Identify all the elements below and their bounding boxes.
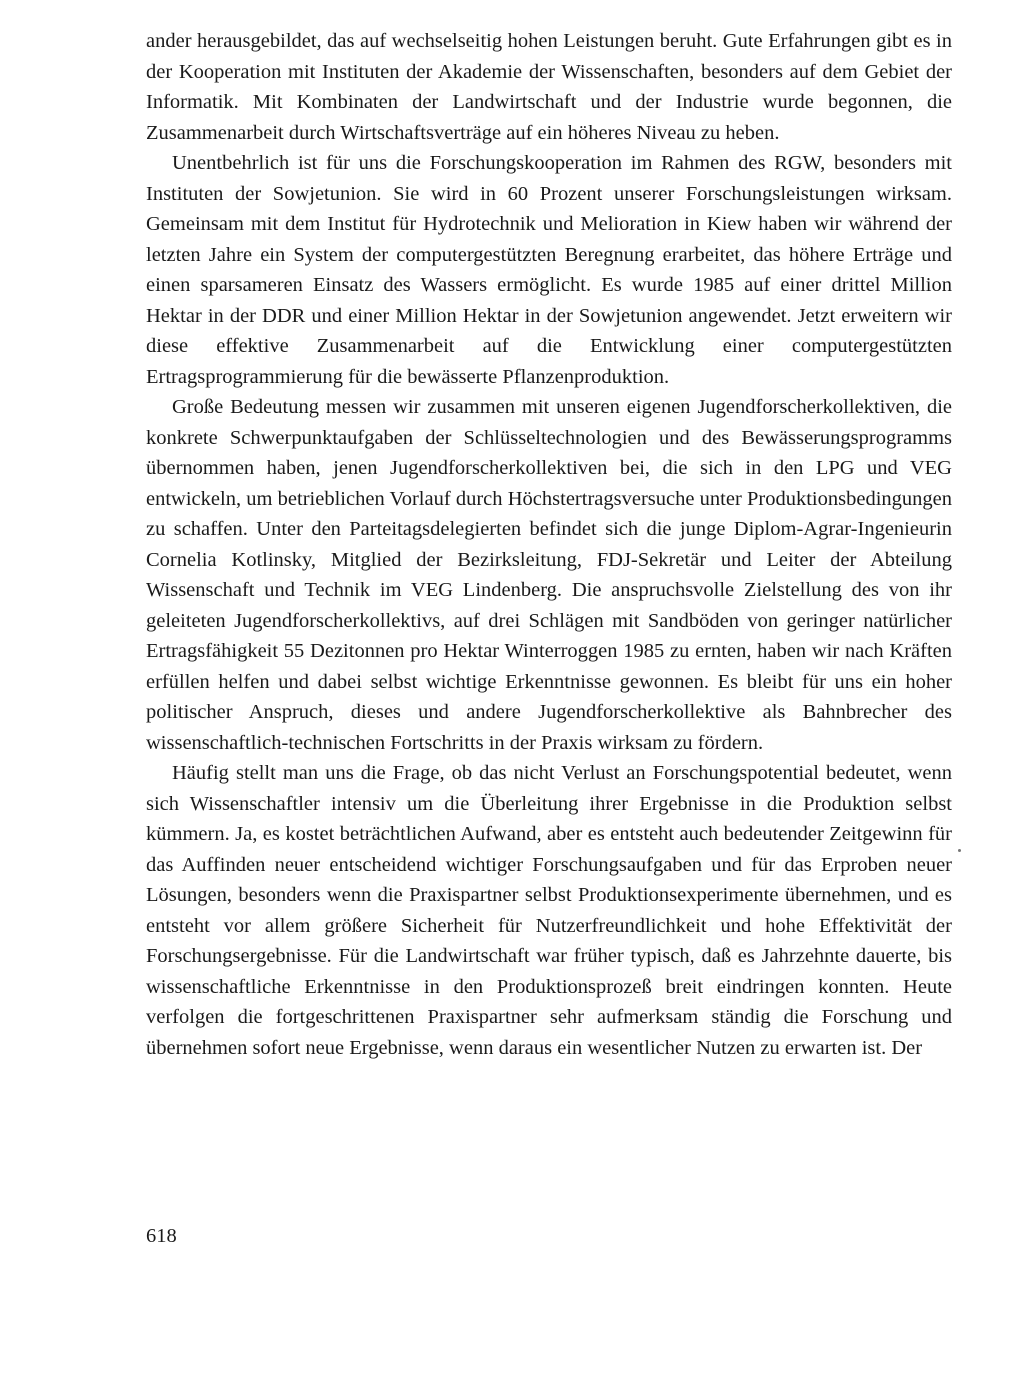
paragraph-continuation: ander herausgebildet, das auf wechselseitig hohen Leistungen beruht. Gute Erfahrungen gibt es in der Kooperation mit Instituten der Akademie der Wissenschaften, besonders auf dem Gebiet der Informatik. Mit Kombinaten der Landwirtschaft und der Industrie wurde begonnen, die Zusammenarbeit durch Wirtschaftsverträge auf ein höheres Niveau zu heben. [146, 30, 952, 144]
scan-speck [958, 849, 961, 852]
paragraph-rgw-cooperation: Unentbehrlich ist für uns die Forschungskooperation im Rahmen des RGW, besonders mit Instituten der Sowjetunion. Sie wird in 60 Prozent unserer Forschungsleistungen wirksam. Gemeinsam mit dem Institut für Hydrotechnik und Melioration in Kiew haben wir während der letzten Jahre ein System der computergestützten Beregnung erarbeitet, das höhere Erträge und einen sparsameren Einsatz des Wassers ermöglicht. Es wurde 1985 auf einer drittel Million Hektar in der DDR und einer Million Hektar in der Sowjetunion angewendet. Jetzt erweitern wir diese effektive Zusammenarbeit auf die Entwicklung einer computergestützten Ertragsprogrammierung für die bewässerte Pflanzenproduktion. [146, 152, 952, 388]
paragraph-youth-research: Große Bedeutung messen wir zusammen mit unseren eigenen Jugendforscherkollektiven, die konkrete Schwerpunktaufgaben der Schlüsseltechnologien und des Bewässerungsprogramms übernommen haben, jenen Jugendforscherkollektiven bei, die sich in den LPG und VEG entwickeln, um betrieblichen Vorlauf durch Höchstertragsversuche unter Produktionsbedingungen zu schaffen. Unter den Parteitagsdelegierten befindet sich die junge Diplom-Agrar-Ingenieurin Cornelia Kotlinsky, Mitglied der Bezirksleitung, FDJ-Sekretär und Leiter der Abteilung Wissenschaft und Technik im VEG Lindenberg. Die anspruchsvolle Zielstellung des von ihr geleiteten Jugendforscherkollektivs, auf drei Schlägen mit Sandböden von geringer natürlicher Ertragsfähigkeit 55 Dezitonnen pro Hektar Winterroggen 1985 zu ernten, haben wir nach Kräften erfüllen helfen und dabei selbst wichtige Erkenntnisse gewonnen. Es bleibt für uns ein hoher politischer Anspruch, dieses und andere Jugendforscherkollektive als Bahnbrecher des wissenschaftlich-technischen Fortschritts in der Praxis wirksam zu fördern. [146, 396, 952, 754]
paragraph-transfer-question: Häufig stellt man uns die Frage, ob das nicht Verlust an Forschungspotential bedeutet, wenn sich Wissenschaftler intensiv um die Überleitung ihrer Ergebnisse in die Produktion selbst kümmern. Ja, es kostet beträchtlichen Aufwand, aber es entsteht auch bedeutender Zeitgewinn für das Auffinden neuer entscheidend wichtiger Forschungsaufgaben und für das Erproben neuer Lösungen, besonders wenn die Praxispartner selbst Produktionsexperimente übernehmen, und es entsteht vor allem größere Sicherheit für Nutzerfreundlichkeit und hohe Effektivität der Forschungsergebnisse. Für die Landwirtschaft war früher typisch, daß es Jahrzehnte dauerte, bis wissenschaftliche Erkenntnisse in den Produktionsprozeß breit eindringen konnten. Heute verfolgen die fortgeschrittenen Praxispartner sehr aufmerksam ständig die Forschung und übernehmen sofort neue Ergebnisse, wenn daraus ein wesentlicher Nutzen zu erwarten ist. Der [146, 762, 952, 1059]
page-number: 618 [146, 1225, 177, 1247]
page-body [146, 26, 952, 1063]
